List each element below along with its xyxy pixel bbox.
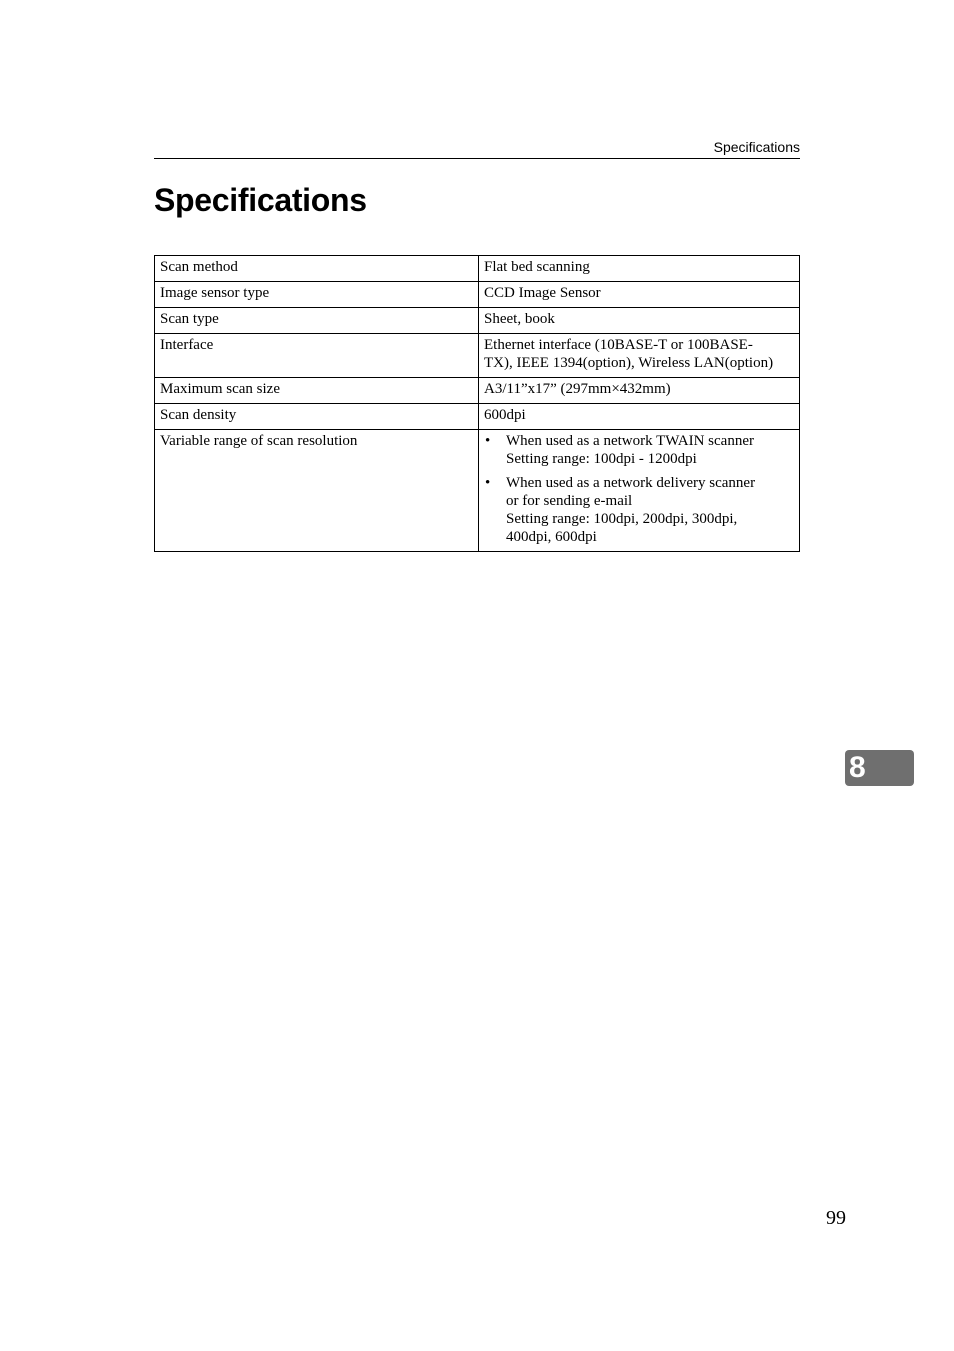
running-header: Specifications xyxy=(154,138,800,159)
spec-value xyxy=(479,334,800,378)
spec-value: Sheet, book xyxy=(479,308,800,334)
bullet-list xyxy=(484,432,795,546)
list-item-line: or for sending e-mail xyxy=(506,493,633,509)
chapter-tab: 8 xyxy=(845,750,914,786)
spec-value: 600dpi xyxy=(479,404,800,430)
spec-value: Flat bed scanning xyxy=(479,256,800,282)
table-row xyxy=(155,378,800,404)
spec-label: Interface xyxy=(155,334,479,378)
spec-value-line: Ethernet interface (10BASE-T or 100BASE- xyxy=(484,337,753,353)
list-item-line: Setting range: 100dpi, 200dpi, 300dpi, xyxy=(506,511,738,527)
list-item-line: 400dpi, 600dpi xyxy=(506,529,597,545)
table-row xyxy=(155,256,800,282)
bullet-icon: • xyxy=(485,475,491,491)
list-item-line: Setting range: 100dpi - 1200dpi xyxy=(506,451,697,467)
specifications-table xyxy=(154,255,800,552)
spec-label: Variable range of scan resolution xyxy=(155,430,479,552)
table-row xyxy=(155,334,800,378)
spec-value xyxy=(479,430,800,552)
table-row xyxy=(155,430,800,552)
list-item xyxy=(484,432,795,468)
page-title: Specifications xyxy=(154,182,367,218)
page-number: 99 xyxy=(826,1207,846,1229)
spec-label: Scan type xyxy=(155,308,479,334)
spec-label: Scan density xyxy=(155,404,479,430)
table-row xyxy=(155,282,800,308)
spec-value: A3/11”x17” (297mm×432mm) xyxy=(479,378,800,404)
table-row xyxy=(155,404,800,430)
spec-value: CCD Image Sensor xyxy=(479,282,800,308)
list-item xyxy=(484,474,795,546)
spec-label: Scan method xyxy=(155,256,479,282)
spec-label: Maximum scan size xyxy=(155,378,479,404)
bullet-icon: • xyxy=(485,433,491,449)
table-row xyxy=(155,308,800,334)
list-item-line: When used as a network delivery scanner xyxy=(506,475,756,491)
spec-value-line: TX), IEEE 1394(option), Wireless LAN(option) xyxy=(484,355,774,371)
list-item-line: When used as a network TWAIN scanner xyxy=(506,433,754,449)
spec-label: Image sensor type xyxy=(155,282,479,308)
